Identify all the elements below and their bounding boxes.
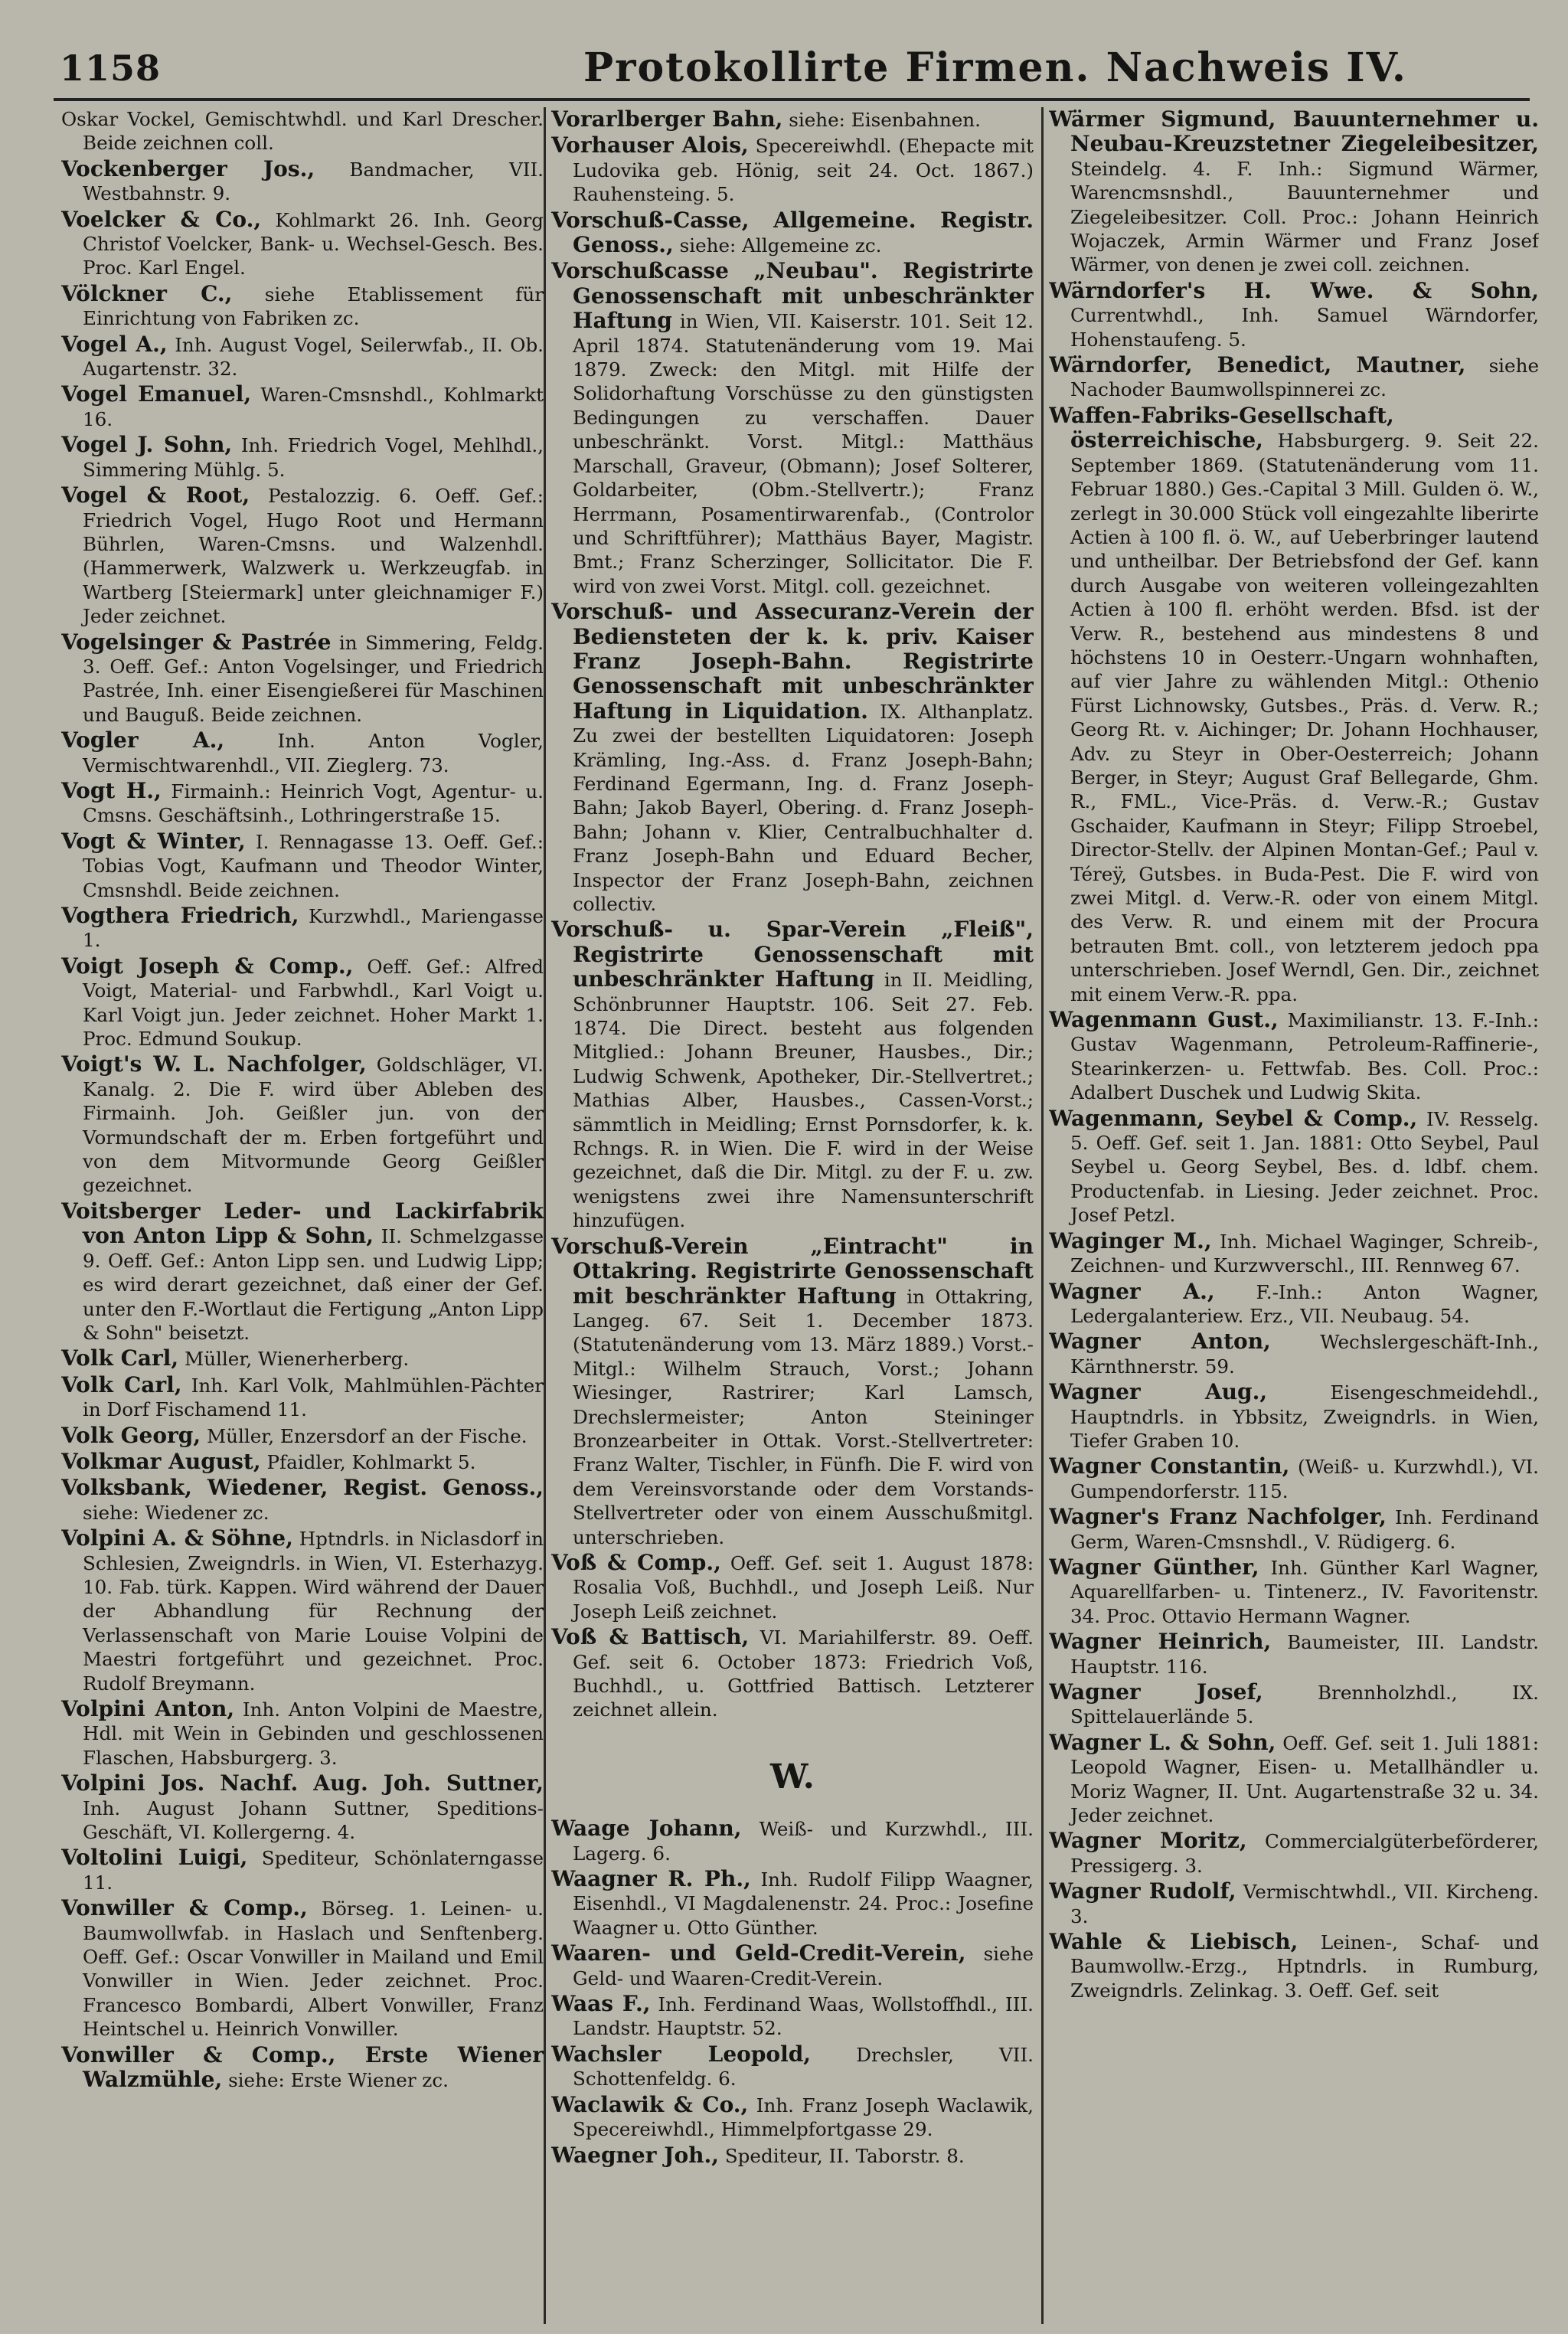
entry-firm-name: Volksbank, Wiedener, Regist. Genoss., [61, 1475, 544, 1501]
entry-firm-name: Wagenmann Gust., [1049, 1007, 1279, 1033]
entry-firm-name: Völckner C., [61, 280, 233, 306]
entry-firm-name: Vogthera Friedrich, [61, 903, 299, 928]
entry-firm-name: Wagner Heinrich, [1049, 1629, 1272, 1655]
entry-firm-name: Waclawik & Co., [551, 2091, 749, 2117]
entry-details: Bandmacher, VII. Westbahnstr. 9. [83, 158, 544, 205]
entry-details: Waren-Cmsnshdl., Kohlmarkt 16. [83, 384, 544, 430]
directory-entry [551, 1941, 1034, 1990]
column-divider [544, 107, 546, 2324]
entry-details: siehe: Wiedener zc. [83, 1501, 270, 1524]
entry-details: VI. Mariahilferstr. 89. Oeff. Gef. seit 6. October 1873: Friedrich Voß, Buchhdl., u. Gottfried Battisch. Letzterer zeichnet allein. [573, 1626, 1034, 1721]
entry-details: Hptndrls. in Niclasdorf in Schlesien, Zweigndrls. in Wien, VI. Esterhazyg. 10. Fab. türk. Kappen. Wird während der Dauer der Abhandlung für Rechnung der Verlassenschaft von Marie Louise Volpini de Maestri fortgeführt und gezeichnet. Proc. Rudolf Breymann. [83, 1528, 544, 1695]
entry-details: Oskar Vockel, Gemischtwhdl. und Karl Drescher. Beide zeichnen coll. [61, 108, 544, 155]
entry-details: Pestalozzig. 6. Oeff. Gef.: Friedrich Vogel, Hugo Root und Hermann Bührlen, Waren-Cmsns. und Walzenhdl. (Hammerwerk, Walzwerk u. Werkzeugfab. in Wartberg [Steiermark] unter gleichnamiger F.) Jeder zeichnet. [83, 485, 544, 628]
directory-entry [1049, 1930, 1539, 2002]
entry-details: Inh. Karl Volk, Mahlmühlen-Pächter in Dorf Fischamend 11. [83, 1374, 544, 1421]
entry-details: siehe: Eisenbahnen. [789, 109, 981, 131]
entry-details: IX. Althanplatz. Zu zwei der bestellten Liquidatoren: Joseph Krämling, Ing.-Ass. d. Franz Joseph-Bahn; Ferdinand Egermann, Ing. d. Franz Joseph-Bahn; Jakob Bayerl, Obering. d. Franz Joseph-Bahn; Johann v. Klier, Centralbuchhalter d. Franz Joseph-Bahn und Eduard Becher, Inspector der Franz Joseph-Bahn, zeichnen collectiv. [573, 700, 1034, 915]
directory-entry [1049, 1829, 1539, 1878]
directory-entry [61, 1373, 544, 1422]
directory-entry [551, 1234, 1034, 1549]
entry-firm-name: Waffen-Fabriks-Gesellschaft, österreichische, [1049, 402, 1394, 453]
directory-entry [61, 1526, 544, 1695]
entry-firm-name: Vogt & Winter, [61, 828, 246, 854]
entry-details: Goldschläger, VI. Kanalg. 2. Die F. wird über Ableben des Firmainh. Joh. Geißler jun. von der Vormundschaft der m. Erben fortgeführt und von dem Mitvormunde Georg Geißler gezeichnet. [83, 1054, 544, 1197]
entry-firm-name: Volk Georg, [61, 1422, 201, 1448]
entry-firm-name: Volpini Anton, [61, 1696, 235, 1721]
directory-entry [551, 1625, 1034, 1722]
directory-entry [61, 728, 544, 777]
entry-firm-name: Waegner Joh., [551, 2142, 719, 2168]
entry-firm-name: Wagenmann, Seybel & Comp., [1049, 1105, 1418, 1131]
entry-details: Inh. Anton Volpini de Maestre, Hdl. mit Wein in Gebinden und geschlossenen Flaschen, Habsburgerg. 3. [83, 1698, 544, 1769]
entry-details: in Simmering, Feldg. 3. Oeff. Gef.: Anton Vogelsinger, und Friedrich Pastrée, Inh. einer Eisengießerei für Maschinen und Bauguß. Beide zeichnen. [83, 631, 544, 726]
entry-details: Weiß- und Kurzwhdl., III. Lagerg. 6. [573, 1818, 1034, 1865]
entry-firm-name: Vogel A., [61, 331, 168, 357]
directory-entry [551, 133, 1034, 206]
entry-details: Spediteur, Schönlaterngasse 11. [83, 1847, 544, 1894]
directory-entry [61, 779, 544, 828]
entry-details: Inh. Rudolf Filipp Waagner, Eisenhdl., VI Magdalenenstr. 24. Proc.: Josefine Waagner u. Otto Günther. [573, 1868, 1034, 1939]
directory-entry [61, 433, 544, 482]
directory-entry [1049, 1555, 1539, 1628]
entry-firm-name: Wagner L. & Sohn, [1049, 1729, 1276, 1755]
entry-firm-name: Waaren- und Geld-Credit-Verein, [551, 1940, 966, 1966]
directory-entry [1049, 107, 1539, 277]
entry-details: Inh. Ferdinand Waas, Wollstoffhdl., III. Landstr. Hauptstr. 52. [573, 1993, 1034, 2040]
entry-details: siehe Nachoder Baumwollspinnerei zc. [1070, 355, 1539, 401]
entry-firm-name: Wagner Josef, [1049, 1679, 1263, 1705]
directory-entry [551, 2042, 1034, 2091]
entry-firm-name: Wagner Anton, [1049, 1329, 1271, 1355]
directory-entry [551, 107, 1034, 132]
directory-entry [1049, 1380, 1539, 1453]
entry-details: Börseg. 1. Leinen- u. Baumwollwfab. in Haslach und Senftenberg. Oeff. Gef.: Oscar Vonwiller in Mailand und Emil Vonwiller in Wien. Jeder zeichnet. Proc. Francesco Bombardi, Albert Vonwiller, Franz Heintschel u. Heinrich Vonwiller. [83, 1898, 544, 2041]
entry-details: Specereiwhdl. (Ehepacte mit Ludovika geb. Hönig, seit 24. Oct. 1867.) Rauhensteing. 5. [573, 135, 1034, 206]
entry-firm-name: Wagner Aug., [1049, 1379, 1268, 1405]
entry-details: Müller, Wienerherberg. [185, 1348, 410, 1371]
entry-details: Inh. August Johann Suttner, Speditions-Geschäft, VI. Kollergerng. 4. [83, 1796, 544, 1844]
column-1 [61, 107, 544, 2324]
entry-firm-name: Wärndorfer's H. Wwe. & Sohn, [1049, 277, 1539, 303]
directory-entry [61, 630, 544, 727]
directory-entry [61, 332, 544, 381]
entry-details: in Wien, VII. Kaiserstr. 101. Seit 12. April 1874. Statutenänderung vom 19. Mai 1879. Zweck: den Mitgl. mit Hilfe der Solidorhaftung Vorschüsse zu den günstigsten Bedingungen zu verschaffen. Dauer unbeschränkt. Vorst. Mitgl.: Matthäus Marschall, Graveur, (Obmann); Josef Solterer, Goldarbeiter, (Obm.-Stellvertr.); Franz Herrmann, Posamentirwarenfab., (Controlor und Schriftführer); Matthäus Bayer, Magistr. Bmt.; Franz Scherzinger, Sollicitator. Die F. wird von zwei Vorst. Mitgl. coll. gezeichnet. [573, 310, 1034, 597]
entry-firm-name: Voß & Battisch, [551, 1624, 750, 1650]
entry-firm-name: Waage Johann, [551, 1816, 742, 1842]
directory-entry [551, 208, 1034, 258]
directory-entry [1049, 279, 1539, 351]
directory-entry [61, 1697, 544, 1770]
directory-entry [1049, 1505, 1539, 1554]
entry-firm-name: Voltolini Luigi, [61, 1845, 248, 1871]
entry-details: Pfaidler, Kohlmarkt 5. [266, 1450, 476, 1473]
directory-entry [61, 1896, 544, 2041]
entry-firm-name: Wärmer Sigmund, Bauunternehmer u. Neubau-Kreuzstetner Ziegeleibesitzer, [1049, 107, 1539, 157]
entry-firm-name: Vockenberger Jos., [61, 155, 315, 181]
entry-details: Oeff. Gef. seit 1. Juli 1881: Leopold Wagner, Eisen- u. Metallhändler u. Moriz Wagner, II. Unt. Augartenstraße 32 u. 34. Jeder zeichnet. [1070, 1731, 1539, 1827]
entry-details: Müller, Enzersdorf an der Fische. [206, 1424, 528, 1447]
entry-firm-name: Vonwiller & Comp., Erste Wiener Walzmühle, [61, 2041, 544, 2093]
entry-firm-name: Vogler A., [61, 727, 225, 753]
column-2 [551, 107, 1034, 2324]
entry-details: Inh. August Vogel, Seilerwfab., II. Ob. Augartenstr. 32. [83, 333, 544, 381]
entry-details: Kohlmarkt 26. Inh. Georg Christof Voelcker, Bank- u. Wechsel-Gesch. Bes. Proc. Karl Engel. [83, 208, 544, 279]
entry-firm-name: Vogel Emanuel, [61, 381, 252, 407]
directory-entry [61, 1476, 544, 1525]
directory-entry [61, 1346, 544, 1371]
entry-details: Leinen-, Schaf- und Baumwollw.-Erzg., Hptndrls. in Rumburg, Zweigndrls. Zelinkag. 3. Oeff. Gef. seit [1070, 1931, 1539, 2002]
entry-details: Kurzwhdl., Mariengasse 1. [83, 905, 544, 952]
directory-entry [61, 904, 544, 953]
entry-details: IV. Resselg. 5. Oeff. Gef. seit 1. Jan. 1881: Otto Seybel, Paul Seybel u. Georg Seybel, Bes. d. ldbf. chem. Productenfab. in Liesing. Jeder zeichnet. Proc. Josef Petzl. [1070, 1107, 1539, 1227]
directory-entry [1049, 1229, 1539, 1278]
entry-firm-name: Vorschuß-Verein „Eintracht" in Ottakring. Registrirte Genossenschaft mit beschränkter Haftung [551, 1233, 1034, 1309]
entry-details: Commercialgüterbeförderer, Pressigerg. 3. [1070, 1830, 1539, 1877]
entry-details: Inh. Michael Waginger, Schreib-, Zeichnen- und Kurzwverschl., III. Rennweg 67. [1070, 1230, 1539, 1277]
entry-firm-name: Vonwiller & Comp., [61, 1895, 308, 1921]
entry-firm-name: Wagner Constantin, [1049, 1453, 1290, 1479]
directory-entry [61, 2043, 544, 2093]
directory-entry [551, 1551, 1034, 1623]
entry-details: I. Rennagasse 13. Oeff. Gef.: Tobias Vogt, Kaufmann und Theodor Winter, Cmsnshdl. Beide zeichnen. [83, 830, 544, 901]
entry-firm-name: Wagner A., [1049, 1278, 1215, 1304]
entry-firm-name: Vorschußcasse „Neubau". Registrirte Genossenschaft mit unbeschränkter Haftung [551, 258, 1034, 334]
directory-entry [61, 1424, 544, 1448]
entry-firm-name: Wagner Moritz, [1049, 1828, 1247, 1854]
directory-entry [1049, 1454, 1539, 1503]
directory-entry [551, 917, 1034, 1232]
entry-details: Inh. Günther Karl Wagner, Aquarellfarben- u. Tintenerz., IV. Favoritenstr. 34. Proc. Ottavio Hermann Wagner. [1070, 1556, 1539, 1627]
entry-firm-name: Volkmar August, [61, 1448, 261, 1474]
entry-details: (Weiß- u. Kurzwhdl.), VI. Gumpendorferstr. 115. [1070, 1456, 1539, 1502]
directory-entry [61, 1199, 544, 1345]
header-rule [54, 98, 1530, 101]
entry-firm-name: Voelcker & Co., [61, 206, 262, 232]
directory-entry [61, 208, 544, 280]
entry-details: Oeff. Gef. seit 1. August 1878: Rosalia Voß, Buchhdl., und Joseph Leiß. Nur Joseph Leiß zeichnet. [573, 1551, 1034, 1623]
directory-entry [1049, 1630, 1539, 1679]
entry-details: Vermischtwhdl., VII. Kircheng. 3. [1070, 1881, 1539, 1927]
directory-entry [61, 1450, 544, 1474]
directory-entry [1049, 1107, 1539, 1227]
directory-entry [61, 954, 544, 1051]
entry-firm-name: Wachsler Leopold, [551, 2041, 812, 2067]
entry-firm-name: Voß & Comp., [551, 1549, 721, 1575]
entry-firm-name: Wahle & Liebisch, [1049, 1929, 1298, 1955]
entry-details: Brennholzhdl., IX. Spittelauerlände 5. [1070, 1682, 1539, 1728]
entry-details: siehe Geld- und Waaren-Credit-Verein. [573, 1943, 1034, 1989]
directory-entry [551, 259, 1034, 598]
entry-firm-name: Waas F., [551, 1991, 651, 2017]
directory-entry [1049, 1008, 1539, 1105]
entry-firm-name: Volk Carl, [61, 1345, 179, 1371]
entry-details: in Ottakring, Langeg. 67. Seit 1. December 1873. (Statutenänderung vom 13. März 1889.) Vorst.-Mitgl.: Wilhelm Strauch, Vorst.; Johann Wiesinger, Rastrirer; Karl Lamsch, Drechslermeister; Anton Steininger Bronzearbeiter in Ottak. Vorst.-Stellvertreter: Franz Walter, Tischler, in Fünfh. Die F. wird von dem Vereinsvorstande oder dem Vorstands-Stellvertreter oder von einem Ausschußmitgl. unterschrieben. [573, 1285, 1034, 1548]
directory-entry [551, 2143, 1034, 2168]
directory-entry [1049, 1329, 1539, 1378]
entry-firm-name: Waginger M., [1049, 1227, 1212, 1254]
entry-details: Drechsler, VII. Schottenfeldg. 6. [573, 2043, 1034, 2090]
entry-firm-name: Vorhauser Alois, [551, 132, 749, 159]
entry-details: Wechslergeschäft-Inh., Kärnthnerstr. 59. [1070, 1331, 1539, 1378]
entry-details: II. Schmelzgasse 9. Oeff. Gef.: Anton Lipp sen. und Ludwig Lipp; es wird derart gezeichnet, daß einer der Gef. unter den F.-Wortlaut die Fertigung „Anton Lipp & Sohn" beisetzt. [83, 1225, 544, 1344]
directory-entry [1049, 353, 1539, 402]
entry-details: Firmainh.: Heinrich Vogt, Agentur- u. Cmsns. Geschäftsinh., Lothringerstraße 15. [83, 780, 544, 827]
entry-details: Baumeister, III. Landstr. Hauptstr. 116. [1070, 1631, 1539, 1678]
entry-firm-name: Vogel & Root, [61, 482, 250, 508]
directory-entry [61, 1845, 544, 1894]
directory-entry [1049, 404, 1539, 1006]
entry-details: Inh. Anton Vogler, Vermischtwarenhdl., VII. Zieglerg. 73. [83, 730, 544, 776]
running-title: Protokollirte Firmen. Nachweis IV. [583, 44, 1407, 91]
entry-details: Currentwhdl., Inh. Samuel Wärndorfer, Hohenstaufeng. 5. [1070, 304, 1539, 351]
entry-firm-name: Voitsberger Leder- und Lackirfabrik von Anton Lipp & Sohn, [61, 1198, 544, 1249]
directory-entry [61, 382, 544, 431]
section-letter-heading: W. [770, 1757, 815, 1796]
entry-details: Eisengeschmeidehdl., Hauptndrls. in Ybbsitz, Zweigndrls. in Wien, Tiefer Graben 10. [1070, 1381, 1539, 1452]
entry-firm-name: Vorschuß- u. Spar-Verein „Fleiß", Registrirte Genossenschaft mit unbeschränkter Haftung [551, 917, 1034, 992]
directory-entry [61, 107, 544, 155]
entry-firm-name: Wagner Rudolf, [1049, 1878, 1236, 1904]
entry-details: siehe: Erste Wiener zc. [228, 2069, 449, 2092]
entry-details: siehe: Allgemeine zc. [679, 234, 882, 257]
column-divider [1041, 107, 1044, 2324]
page-number: 1158 [60, 47, 162, 89]
entry-firm-name: Wagner's Franz Nachfolger, [1049, 1504, 1387, 1530]
directory-entry [551, 1867, 1034, 1940]
directory-entry [61, 1052, 544, 1197]
entry-firm-name: Waagner R. Ph., [551, 1866, 751, 1892]
entry-details: Oeff. Gef.: Alfred Voigt, Material- und Farbwhdl., Karl Voigt u. Karl Voigt jun. Jeder zeichnet. Hoher Markt 1. Proc. Edmund Soukup. [83, 955, 544, 1051]
entry-firm-name: Vorschuß- und Assecuranz-Verein der Bediensteten der k. k. priv. Kaiser Franz Joseph-Bahn. Registrirte Genossenschaft mit unbeschränkter Haftung in Liquidation. [551, 599, 1034, 724]
entry-firm-name: Vogel J. Sohn, [61, 432, 233, 458]
entry-details: Inh. Friedrich Vogel, Mehlhdl., Simmering Mühlg. 5. [83, 434, 544, 481]
directory-entry [1049, 1280, 1539, 1329]
directory-entry [551, 1816, 1034, 1865]
directory-entry [551, 600, 1034, 916]
entry-firm-name: Volpini A. & Söhne, [61, 1525, 293, 1551]
entry-details: siehe Etablissement für Einrichtung von Fabriken zc. [83, 283, 544, 330]
directory-entry [61, 483, 544, 628]
directory-entry [1049, 1731, 1539, 1828]
directory-entry [61, 157, 544, 206]
directory-entry [1049, 1680, 1539, 1729]
directory-entry [61, 1771, 544, 1844]
entry-details: Habsburgerg. 9. Seit 22. September 1869. (Statutenänderung vom 11. Februar 1880.) Ges.-Capital 3 Mill. Gulden ö. W., zerlegt in 30.000 Stück voll eingezahlte liberirte Actien à 100 fl. ö. W., auf Ueberbringer lautend und untheilbar. Der Betriebsfond der Gef. kann durch Ausgabe von weiteren volleingezahlten Actien à 100 fl. erhöht werden. Bfsd. ist der Verw. R., bestehend aus mindestens 8 und höchstens 10 in Oesterr.-Ungarn wohnhaften, auf vier Jahre zu wählenden Mitgl.: Othenio Fürst Lichnowsky, Gutsbes., Präs. d. Verw. R.; Georg Rt. v. Aichinger; Dr. Johann Hochhauser, Adv. zu Steyr in Ober-Oesterreich; Johann Berger, in Steyr; August Graf Bellegarde, Ghm. R., FML., Vice-Präs. d. Verw.-R.; Gustav Gschaider, Kaufmann in Steyr; Filipp Stroebel, Director-Stellv. der Alpinen Montan-Gef.; Paul v. Téreÿ, Gutsbes. in Buda-Pest. Die F. wird von zwei Mitgl. d. Verw.-R. oder von einem Mitgl. des Verw. R. und einem mit der Procura betrauten Bmt. coll., von letzterem jedoch ppa unterschrieben. Josef Werndl, Gen. Dir., zeichnet mit einem Verw.-R. ppa. [1070, 430, 1539, 1005]
entry-details: Steindelg. 4. F. Inh.: Sigmund Wärmer, Warencmsnshdl., Bauunternehmer und Ziegeleibesitzer. Coll. Proc.: Johann Heinrich Wojaczek, Armin Wärmer und Franz Josef Wärmer, von denen je zwei coll. zeichnen. [1070, 157, 1539, 276]
entry-firm-name: Vorarlberger Bahn, [551, 107, 783, 132]
entry-firm-name: Wärndorfer, Benedict, Mautner, [1049, 352, 1466, 378]
entry-details: Spediteur, II. Taborstr. 8. [724, 2144, 965, 2167]
entry-firm-name: Volpini Jos. Nachf. Aug. Joh. Suttner, [61, 1770, 544, 1796]
directory-entry [61, 829, 544, 902]
entry-firm-name: Vogt H., [61, 777, 162, 803]
directory-entry [551, 2093, 1034, 2142]
directory-entry [551, 1992, 1034, 2041]
entry-firm-name: Volk Carl, [61, 1371, 182, 1397]
entry-details: F.-Inh.: Anton Wagner, Ledergalanteriew. Erz., VII. Neubaug. 54. [1070, 1280, 1539, 1327]
column-3 [1049, 107, 1539, 2324]
directory-entry [61, 282, 544, 331]
entry-firm-name: Voigt's W. L. Nachfolger, [61, 1051, 367, 1077]
entry-firm-name: Vorschuß-Casse, Allgemeine. Registr. Genoss., [551, 207, 1034, 258]
entry-firm-name: Voigt Joseph & Comp., [61, 953, 354, 979]
entry-details: Inh. Ferdinand Germ, Waren-Cmsnshdl., V. Rüdigerg. 6. [1070, 1506, 1539, 1553]
entry-firm-name: Vogelsinger & Pastrée [61, 629, 332, 655]
entry-details: Maximilianstr. 13. F.-Inh.: Gustav Wagenmann, Petroleum-Raffinerie-, Stearinkerzen- u. Fettwfab. Bes. Coll. Proc.: Adalbert Duschek und Ludwig Skita. [1070, 1009, 1539, 1104]
entry-firm-name: Wagner Günther, [1049, 1554, 1259, 1580]
entry-details: Inh. Franz Joseph Waclawik, Specereiwhdl., Himmelpfortgasse 29. [573, 2094, 1034, 2141]
directory-entry [1049, 1879, 1539, 1928]
entry-details: in II. Meidling, Schönbrunner Hauptstr. 106. Seit 27. Feb. 1874. Die Direct. besteht aus folgenden Mitglied.: Johann Breuner, Hausbes., Dir.; Ludwig Schwenk, Apotheker, Dir.-Stellvertret.; Mathias Alber, Hausbes., Cassen-Vorst.; sämmtlich in Meidling; Ernst Pornsdorfer, k. k. Rchngs. R. in Wien. Die F. wird in der Weise gezeichnet, daß die Dir. Mitgl. zu der F. u. zw. wenigstens zwei ihre Namensunterschrift hinzufügen. [573, 969, 1034, 1232]
